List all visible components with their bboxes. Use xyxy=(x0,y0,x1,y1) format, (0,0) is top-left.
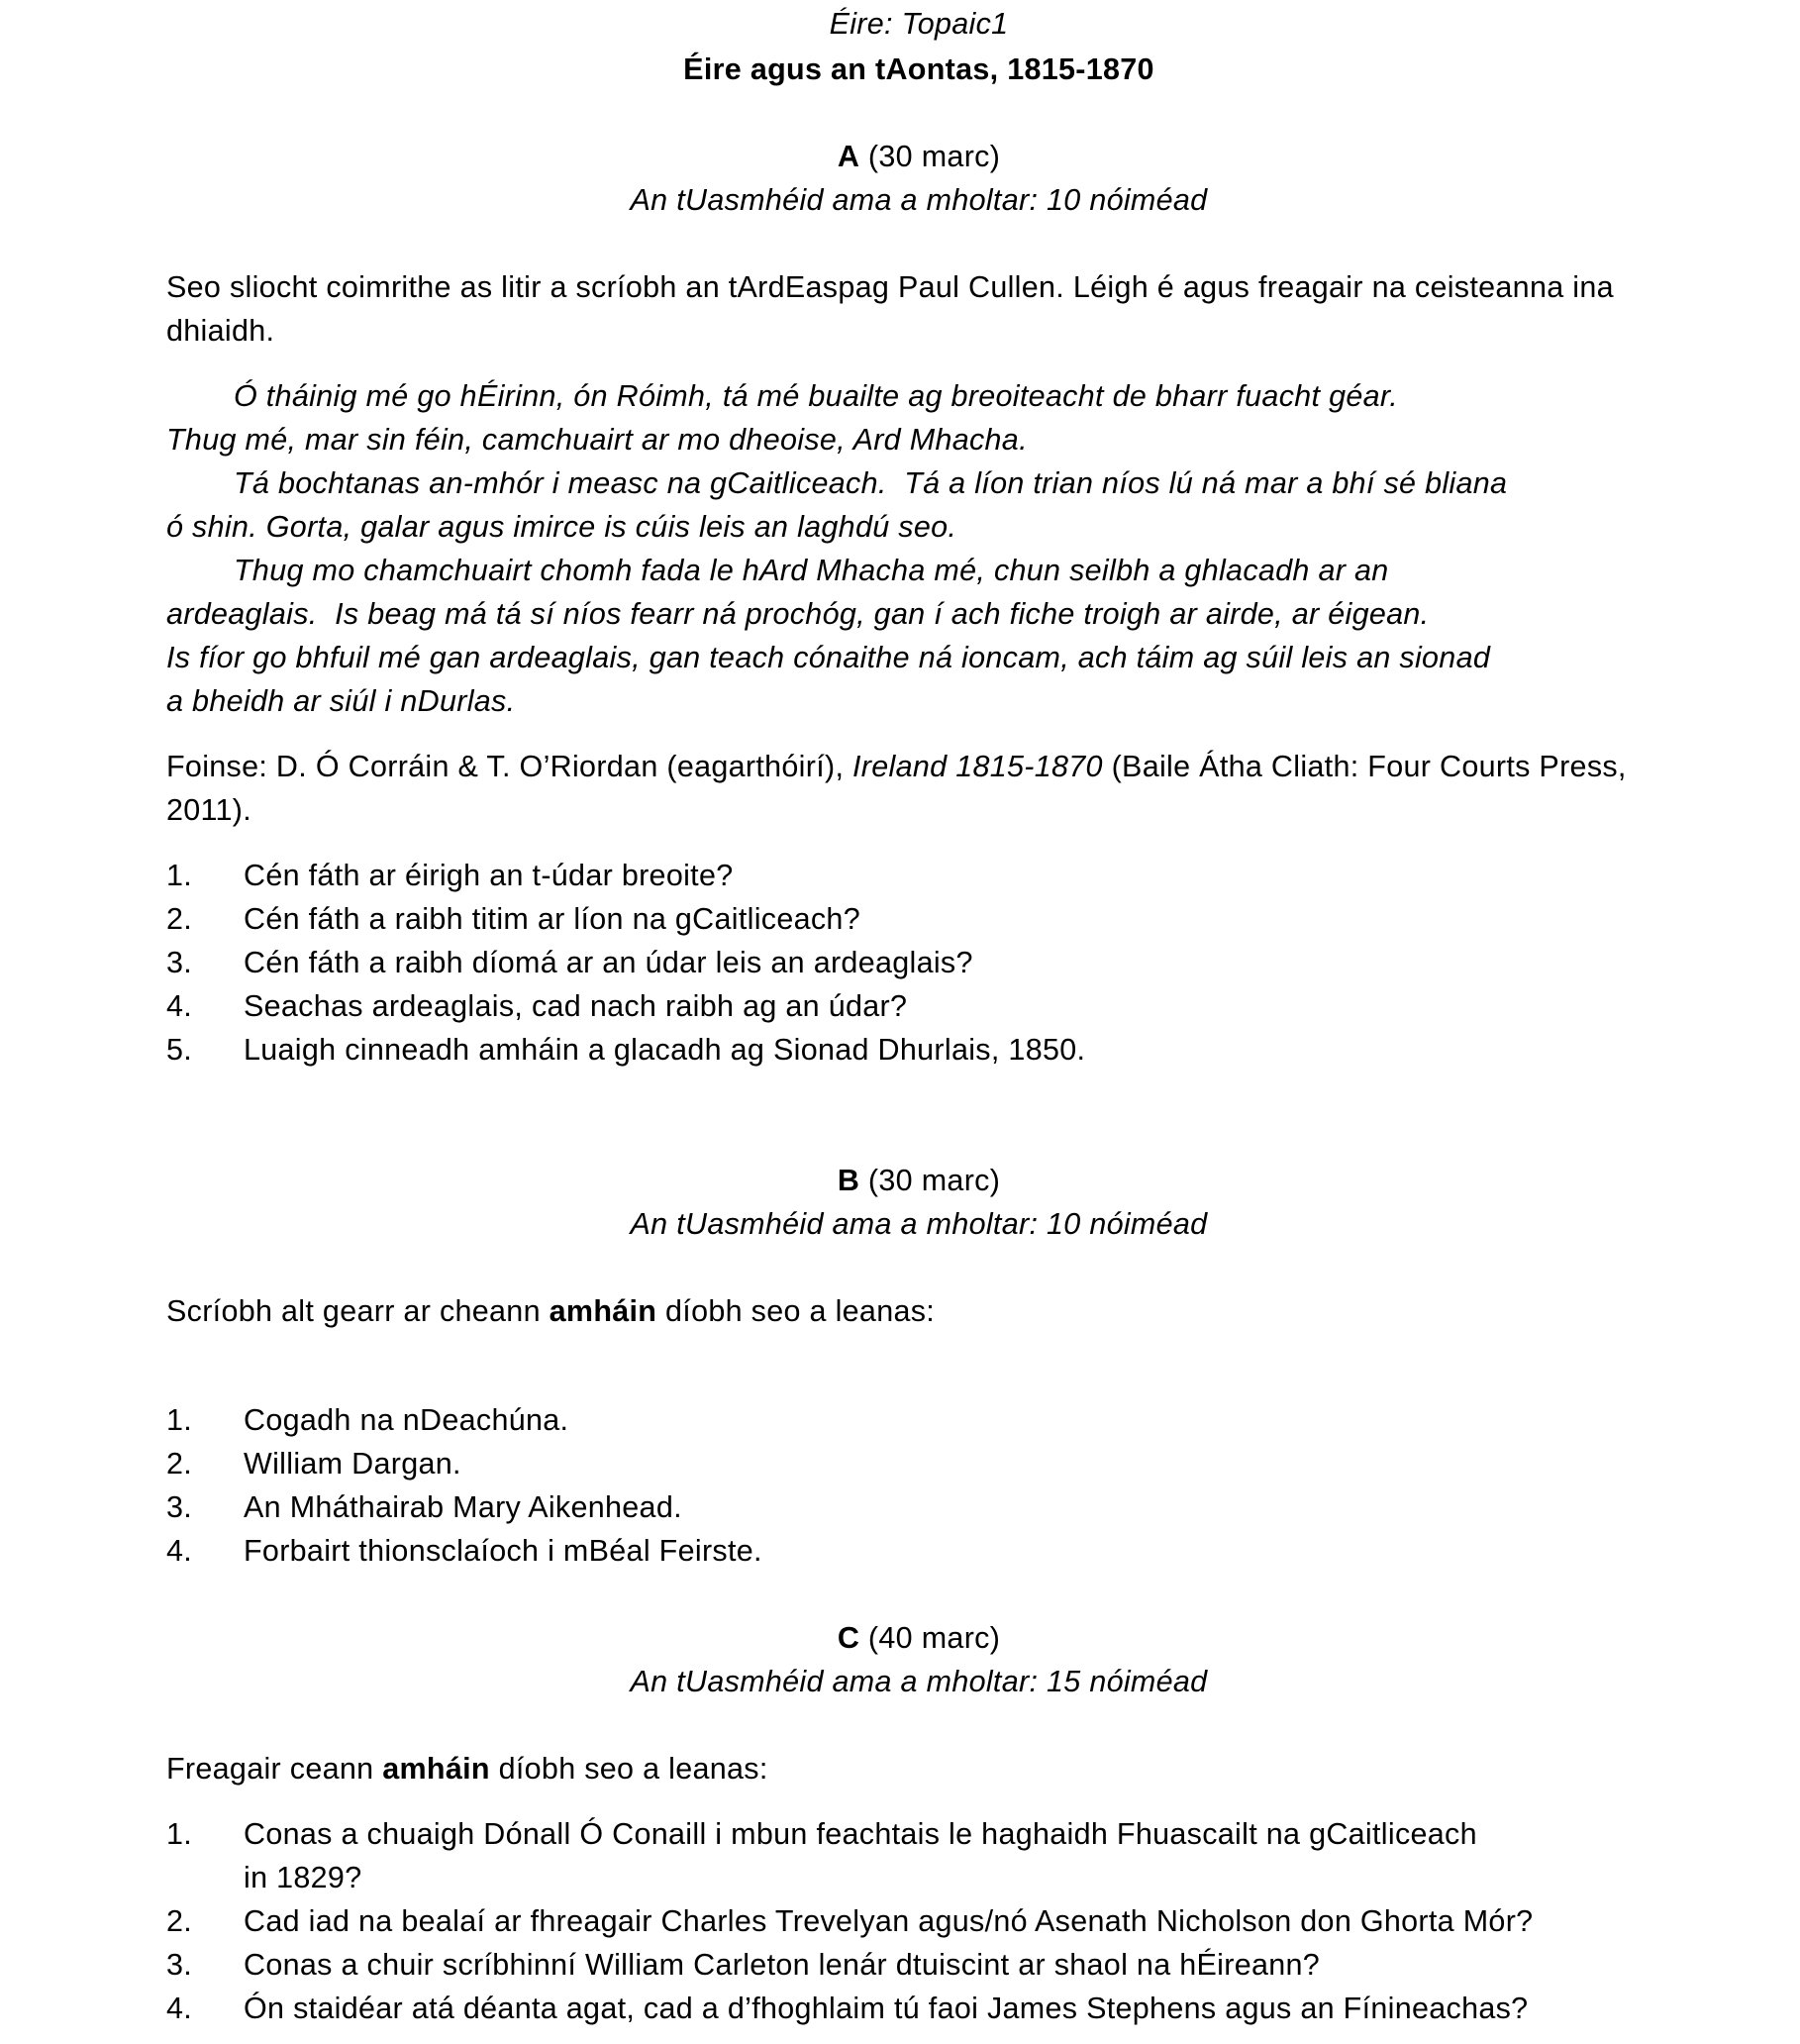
section-c-marks: (40 marc) xyxy=(859,1621,1001,1655)
quote-line: Is fíor go bhfuil mé gan ardeaglais, gan teach cónaithe ná ioncam, ach táim ag súil leis an sionad xyxy=(166,641,1491,674)
spacer xyxy=(166,1377,1671,1398)
list-item xyxy=(166,1812,1671,1899)
section-b-question-list xyxy=(166,1398,1671,1573)
source-book-title: Ireland 1815-1870 xyxy=(852,750,1103,783)
list-item xyxy=(166,1943,1671,1987)
section-c-question-list xyxy=(166,1812,1671,2030)
list-item-number: 3. xyxy=(166,946,193,979)
spacer xyxy=(166,222,1671,265)
source-citation xyxy=(166,745,1671,832)
spacer xyxy=(166,1333,1671,1377)
list-item-text: Ón staidéar atá déanta agat, cad a d’fhoghlaim tú faoi James Stephens agus an Fínineachas? xyxy=(244,1992,1529,2025)
quote-line: Thug mo chamchuairt chomh fada le hArd Mhacha mé, chun seilbh a ghlacadh ar an xyxy=(234,554,1389,587)
spacer xyxy=(166,91,1671,135)
section-c-intro xyxy=(166,1747,1671,1790)
list-item-text: Seachas ardeaglais, cad nach raibh ag an údar? xyxy=(244,989,908,1023)
section-b-time: An tUasmhéid ama a mholtar: 10 nóiméad xyxy=(630,1207,1208,1241)
section-b-intro-before: Scríobh alt gearr ar cheann xyxy=(166,1294,550,1328)
list-item xyxy=(166,1987,1671,2030)
list-item-number: 4. xyxy=(166,1992,193,2025)
list-item-text-line: Conas a chuaigh Dónall Ó Conaill i mbun feachtais le haghaidh Fhuascailt na gCaitliceach xyxy=(244,1817,1477,1851)
list-item-text: William Dargan. xyxy=(244,1447,461,1481)
list-item-number: 2. xyxy=(166,902,193,936)
list-item xyxy=(166,897,1671,941)
quote-line: a bheidh ar siúl i nDurlas. xyxy=(166,684,516,718)
spacer xyxy=(166,1573,1671,1616)
section-a-time: An tUasmhéid ama a mholtar: 10 nóiméad xyxy=(630,183,1208,217)
section-c-intro-emphasis: amháin xyxy=(382,1752,490,1786)
list-item-text: Luaigh cinneadh amháin a glacadh ag Sionad Dhurlais, 1850. xyxy=(244,1033,1086,1067)
list-item xyxy=(166,1529,1671,1573)
section-a-question-list xyxy=(166,854,1671,1072)
list-item-number: 1. xyxy=(166,1403,193,1437)
spacer xyxy=(166,1790,1671,1812)
section-b-marks: (30 marc) xyxy=(859,1164,1001,1197)
page-subtitle: Éire agus an tAontas, 1815-1870 xyxy=(683,52,1154,86)
list-item-text: Cén fáth a raibh titim ar líon na gCaitliceach? xyxy=(244,902,860,936)
spacer xyxy=(166,1072,1671,1115)
list-item-text xyxy=(244,1812,1671,1899)
section-a-intro: Seo sliocht coimrithe as litir a scríobh an tArdEaspag Paul Cullen. Léigh é agus freagair na ceisteanna ina dhiaidh. xyxy=(166,270,1614,348)
section-b-letter: B xyxy=(837,1164,860,1197)
section-c-heading xyxy=(166,1616,1671,1660)
list-item xyxy=(166,1899,1671,1943)
list-item-number: 2. xyxy=(166,1904,193,1938)
spacer xyxy=(166,1246,1671,1289)
source-quotation xyxy=(166,374,1671,723)
list-item xyxy=(166,854,1671,897)
section-a-letter: A xyxy=(837,140,860,173)
section-b-intro-after: díobh seo a leanas: xyxy=(656,1294,936,1328)
list-item-text: Cad iad na bealaí ar fhreagair Charles Trevelyan agus/nó Asenath Nicholson don Ghorta Mór? xyxy=(244,1904,1534,1938)
list-item-number: 2. xyxy=(166,1447,193,1481)
section-c-intro-before: Freagair ceann xyxy=(166,1752,383,1786)
quote-line: Tá bochtanas an-mhór i measc na gCaitliceach. Tá a líon trian níos lú ná mar a bhí sé bliana xyxy=(234,466,1508,500)
source-prefix: Foinse: D. Ó Corráin & T. O’Riordan (eagarthóirí), xyxy=(166,750,853,783)
section-c-letter: C xyxy=(837,1621,860,1655)
list-item-text: An Mháthairab Mary Aikenhead. xyxy=(244,1490,682,1524)
page-title: Éire: Topaic1 xyxy=(829,7,1009,41)
list-item-text: Cén fáth a raibh díomá ar an údar leis an ardeaglais? xyxy=(244,946,973,979)
list-item xyxy=(166,984,1671,1028)
list-item-number: 1. xyxy=(166,859,193,892)
spacer xyxy=(166,723,1671,745)
list-item xyxy=(166,1028,1671,1072)
quote-line: Thug mé, mar sin féin, camchuairt ar mo dheoise, Ard Mhacha. xyxy=(166,423,1028,457)
list-item-text-continuation: in 1829? xyxy=(244,1861,362,1894)
section-b-intro xyxy=(166,1289,1671,1333)
list-item xyxy=(166,1398,1671,1442)
list-item-number: 3. xyxy=(166,1948,193,1982)
spacer xyxy=(166,353,1671,374)
spacer xyxy=(166,1703,1671,1747)
section-a-heading xyxy=(166,135,1671,178)
section-a-marks: (30 marc) xyxy=(859,140,1001,173)
spacer xyxy=(166,832,1671,854)
quote-line: ó shin. Gorta, galar agus imirce is cúis leis an laghdú seo. xyxy=(166,510,957,544)
list-item-number: 5. xyxy=(166,1033,193,1067)
list-item-number: 3. xyxy=(166,1490,193,1524)
list-item-text: Forbairt thionsclaíoch i mBéal Feirste. xyxy=(244,1534,762,1568)
spacer xyxy=(166,1115,1671,1159)
list-item xyxy=(166,1442,1671,1485)
section-b-intro-emphasis: amháin xyxy=(549,1294,657,1328)
quote-line: ardeaglais. Is beag má tá sí níos fearr ná prochóg, gan í ach fiche troigh ar airde, ar éigean. xyxy=(166,597,1430,631)
section-c-time: An tUasmhéid ama a mholtar: 15 nóiméad xyxy=(630,1665,1208,1698)
list-item-number: 4. xyxy=(166,1534,193,1568)
list-item-text: Cén fáth ar éirigh an t-údar breoite? xyxy=(244,859,734,892)
section-b-heading xyxy=(166,1159,1671,1202)
section-c-intro-after: díobh seo a leanas: xyxy=(489,1752,768,1786)
quote-line: Ó tháinig mé go hÉirinn, ón Róimh, tá mé buailte ag breoiteacht de bharr fuacht géar. xyxy=(234,379,1398,413)
list-item-number: 4. xyxy=(166,989,193,1023)
list-item-number: 1. xyxy=(166,1817,193,1851)
list-item xyxy=(166,1485,1671,1529)
list-item-text: Conas a chuir scríbhinní William Carleton lenár dtuiscint ar shaol na hÉireann? xyxy=(244,1948,1321,1982)
list-item xyxy=(166,941,1671,984)
list-item-text: Cogadh na nDeachúna. xyxy=(244,1403,569,1437)
source-suffix: (Baile Átha Cliath: Four Courts Press, 2011). xyxy=(166,750,1627,827)
